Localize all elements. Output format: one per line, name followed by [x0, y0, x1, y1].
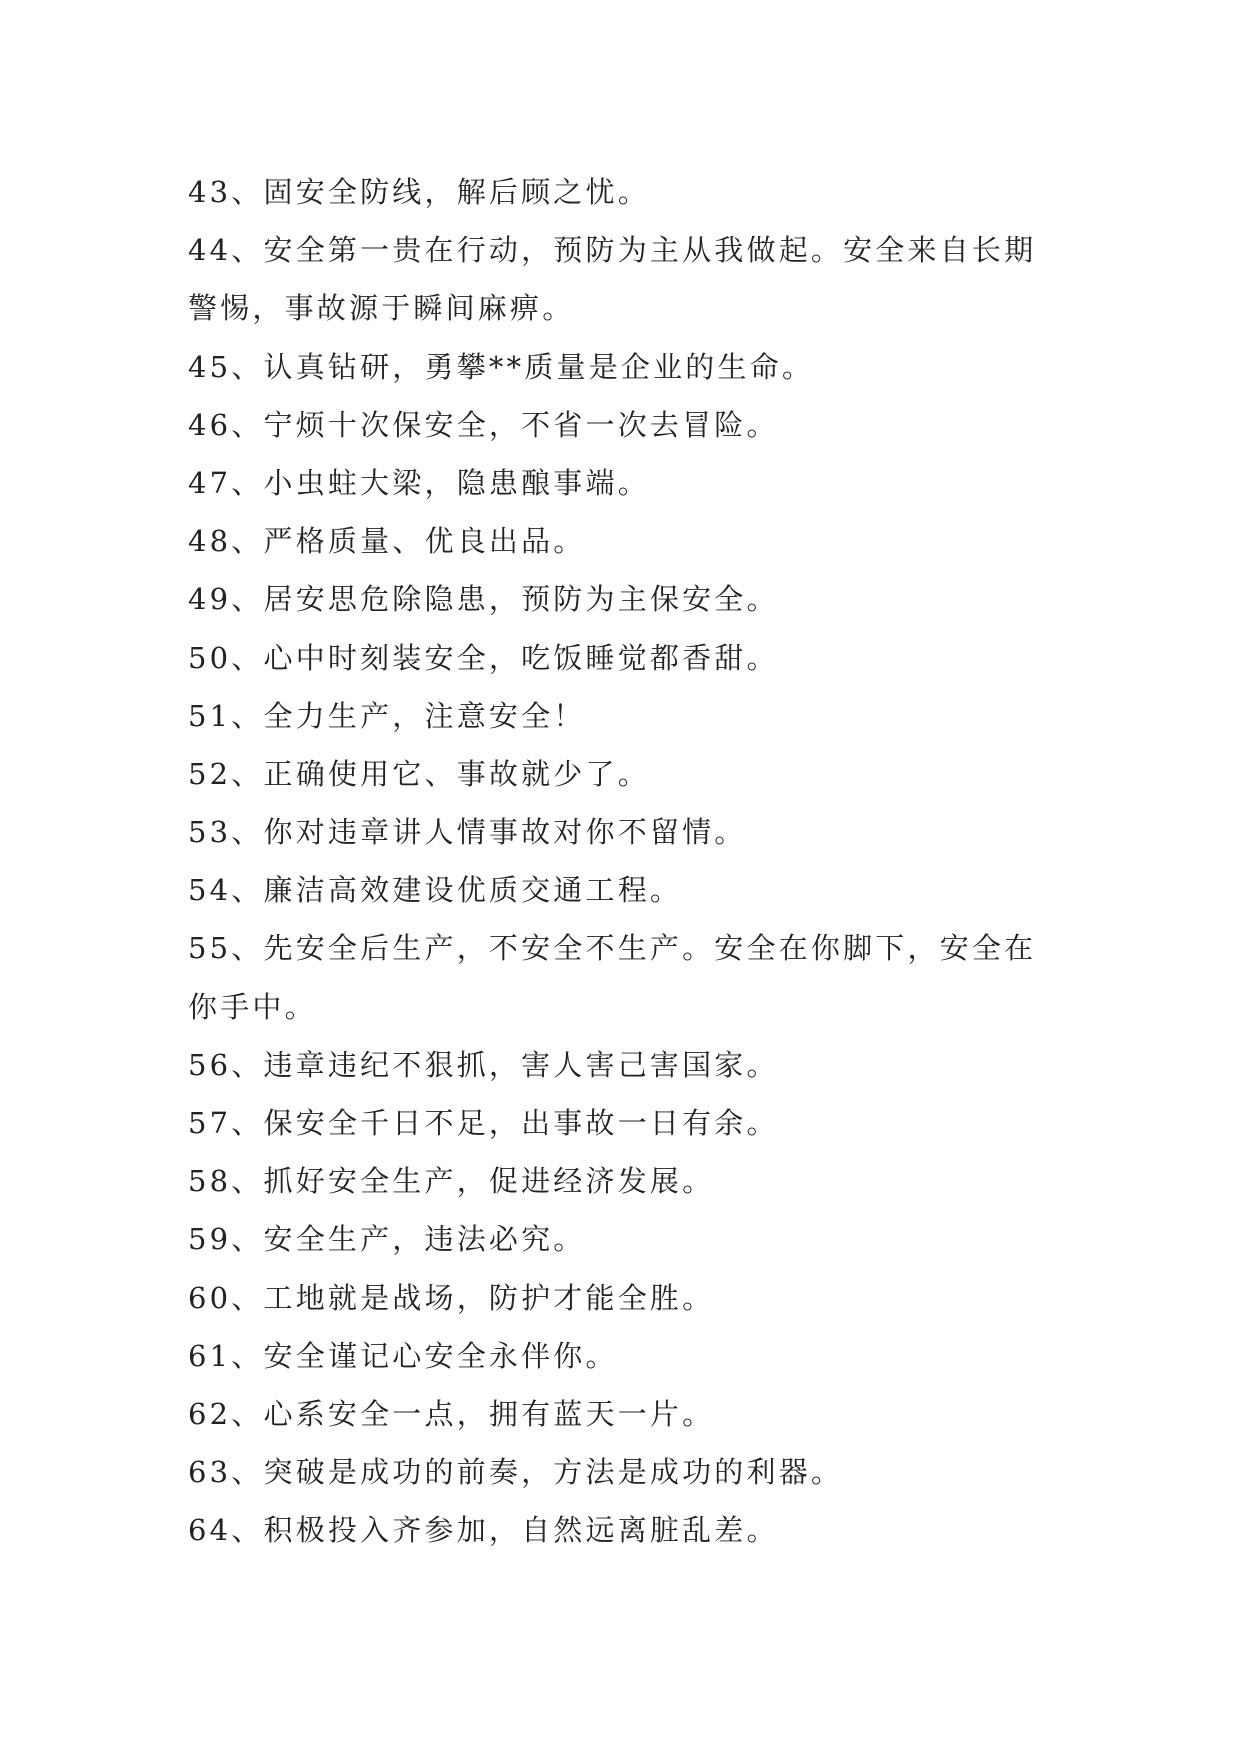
text-line: 43、固安全防线，解后顾之忧。 [188, 175, 650, 209]
text-line: 59、安全生产，违法必究。 [188, 1222, 586, 1257]
text-line: 51、全力生产，注意安全！ [188, 698, 586, 733]
text-line: 64、积极投入齐参加，自然远离脏乱差。 [188, 1513, 779, 1548]
text-line: 45、认真钻研，勇攀**质量是企业的生命。 [188, 349, 815, 384]
text-line: 警惕，事故源于瞬间麻痹。 [188, 291, 575, 326]
text-line: 63、突破是成功的前奏，方法是成功的利器。 [188, 1455, 844, 1490]
text-line: 52、正确使用它、事故就少了。 [188, 756, 650, 791]
text-line: 44、安全第一贵在行动，预防为主从我做起。安全来自长期 [188, 233, 1037, 268]
document-body [188, 163, 1058, 1560]
text-line: 48、严格质量、优良出品。 [188, 524, 586, 559]
text-line: 58、抓好安全生产，促进经济发展。 [188, 1164, 715, 1199]
text-line: 53、你对违章讲人情事故对你不留情。 [188, 815, 747, 850]
text-line: 49、居安思危除隐患，预防为主保安全。 [188, 582, 779, 617]
text-line: 61、安全谨记心安全永伴你。 [188, 1338, 618, 1373]
text-line: 54、廉洁高效建设优质交通工程。 [188, 873, 683, 908]
text-line: 你手中。 [188, 989, 317, 1024]
text-line: 50、心中时刻装安全，吃饭睡觉都香甜。 [188, 640, 779, 675]
text-line: 47、小虫蛀大梁，隐患酿事端。 [188, 465, 650, 500]
text-line: 46、宁烦十次保安全，不省一次去冒险。 [188, 407, 779, 442]
text-line: 60、工地就是战场，防护才能全胜。 [188, 1280, 715, 1315]
text-line: 55、先安全后生产，不安全不生产。安全在你脚下，安全在 [188, 931, 1037, 966]
text-line: 62、心系安全一点，拥有蓝天一片。 [188, 1396, 715, 1431]
text-line: 56、违章违纪不狠抓，害人害己害国家。 [188, 1047, 779, 1082]
text-line: 57、保安全千日不足，出事故一日有余。 [188, 1106, 779, 1140]
